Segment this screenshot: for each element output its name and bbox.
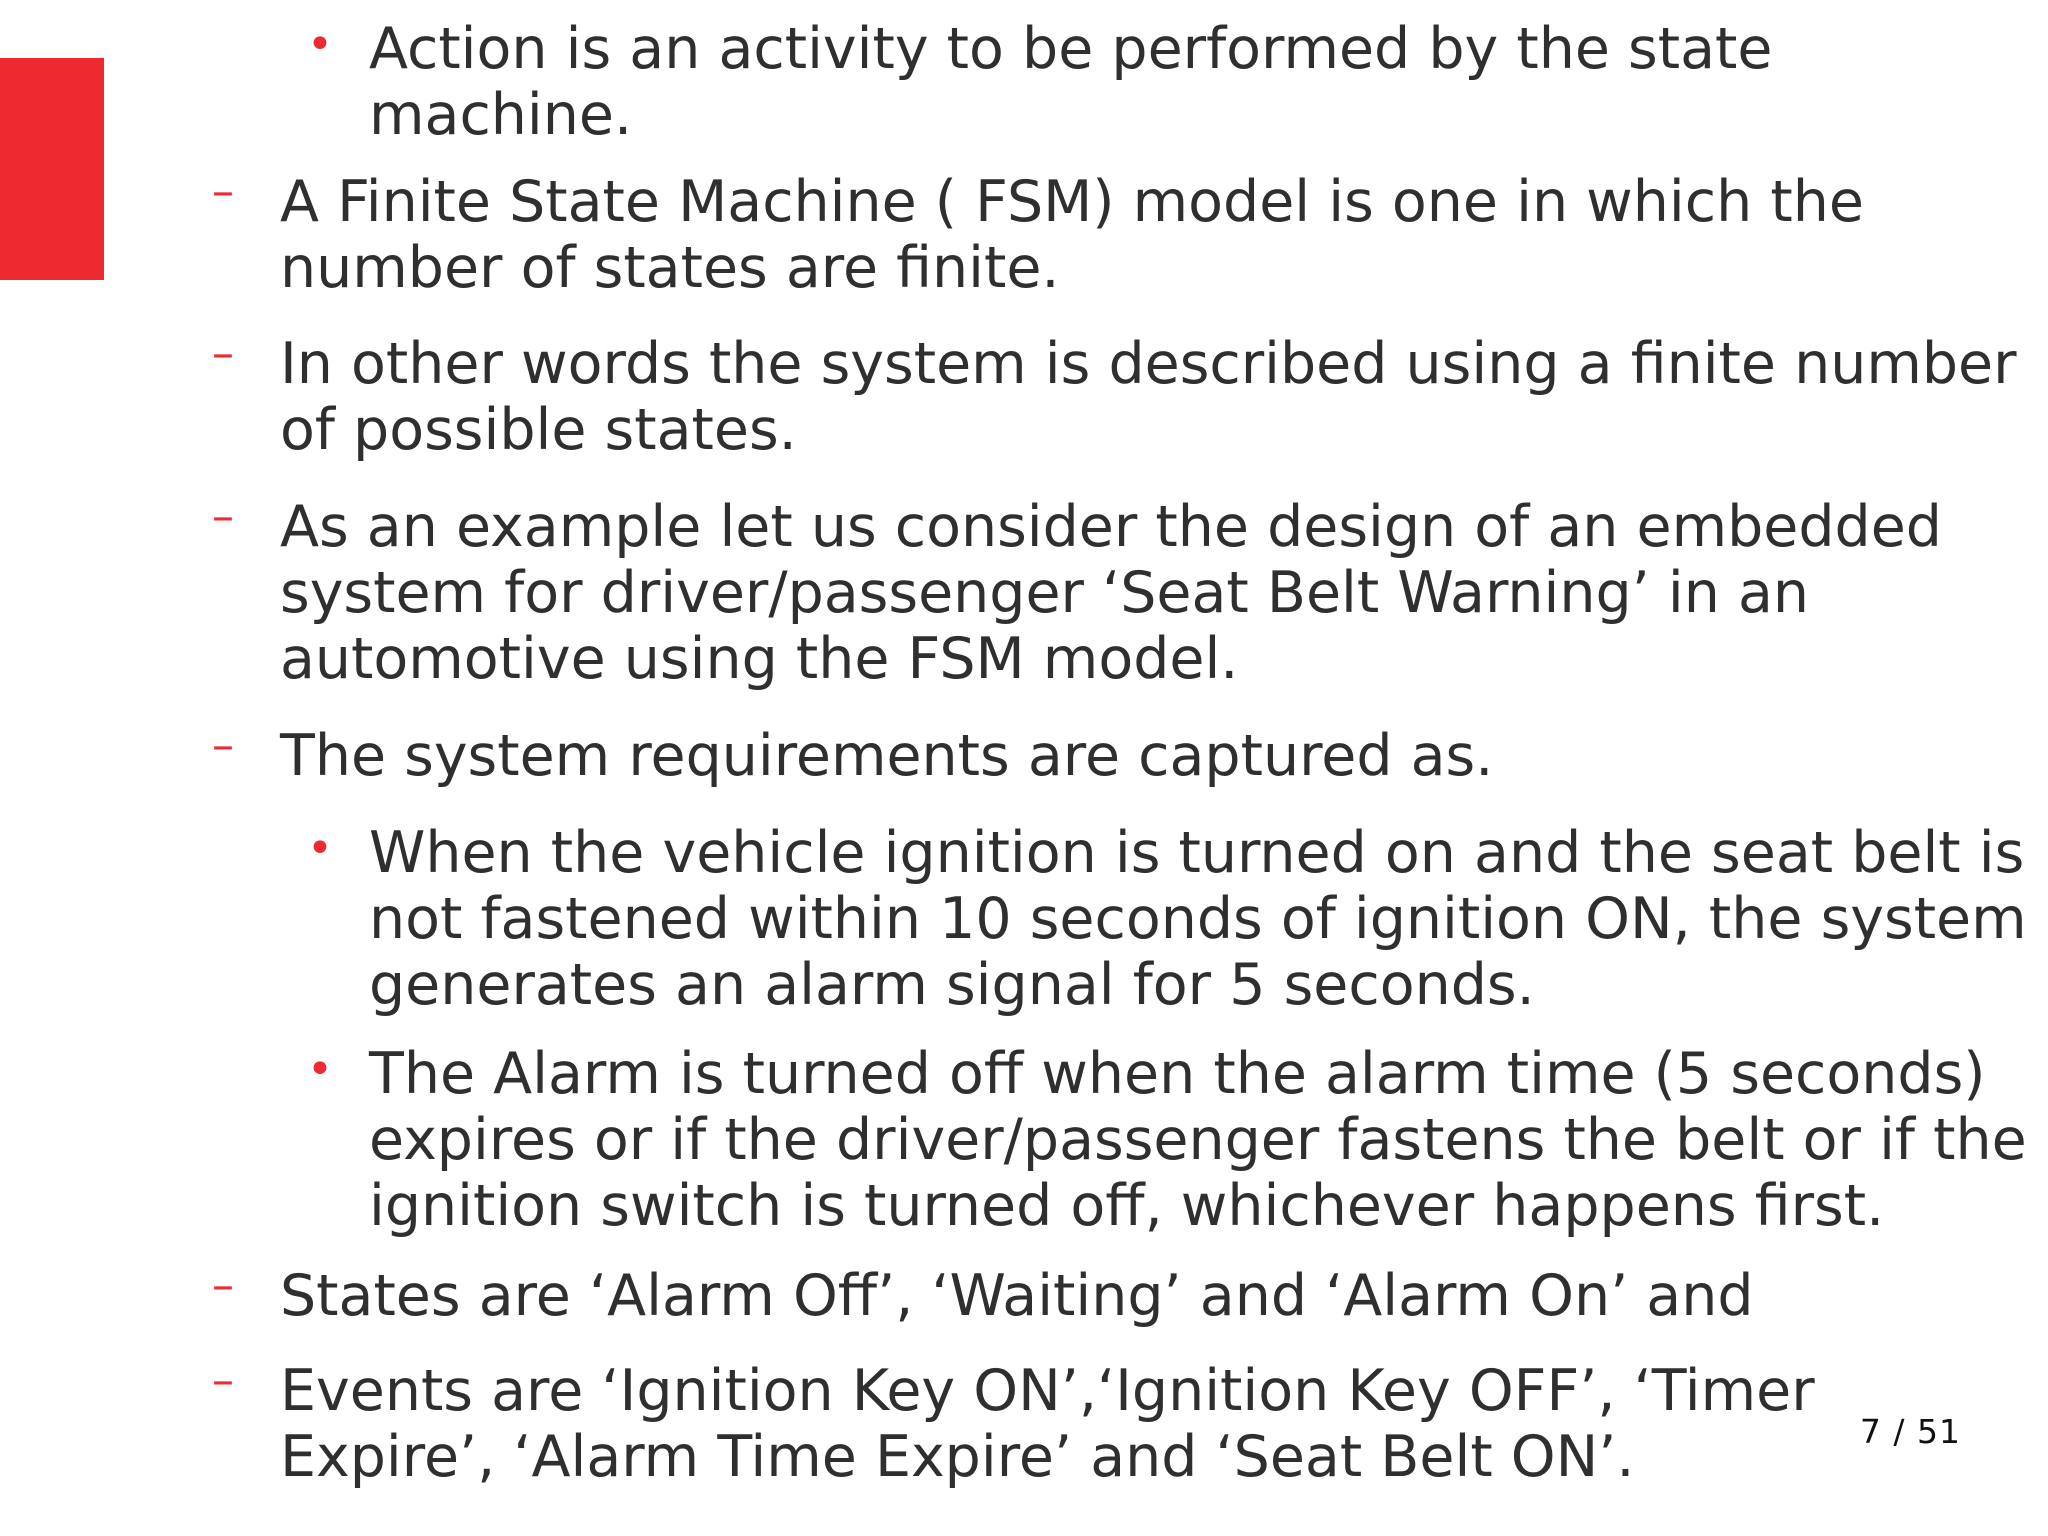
bullet-line: When the vehicle ignition is turned on and the seat belt is: [369, 820, 2025, 886]
bullet-alarm-off-requirement: [307, 1041, 2027, 1239]
bullet-dash-marker: –: [212, 1355, 234, 1406]
bullet-line: automotive using the FSM model.: [280, 626, 1239, 692]
bullet-dash-marker: –: [212, 328, 234, 379]
bullet-ignition-requirement: [307, 820, 2027, 1018]
bullet-dash-marker: –: [212, 1260, 234, 1311]
bullet-line: expires or if the driver/passenger fastens the belt or if the: [369, 1107, 2027, 1173]
bullet-fsm-definition: [212, 166, 1864, 301]
bullet-states: [212, 1260, 1754, 1329]
bullet-seat-belt-example: [212, 491, 1942, 692]
bullet-dash-marker: –: [212, 166, 234, 217]
bullet-line: of possible states.: [280, 397, 797, 463]
bullet-line: Events are ‘Ignition Key ON’,‘Ignition Key OFF’, ‘Timer: [280, 1358, 1815, 1424]
bullet-dash-marker: –: [212, 491, 234, 542]
bullet-action-definition: [307, 16, 1773, 148]
bullet-line: system for driver/passenger ‘Seat Belt Warning’ in an: [280, 560, 1810, 626]
bullet-line: generates an alarm signal for 5 seconds.: [369, 952, 1535, 1018]
bullet-line: In other words the system is described using a finite number: [280, 331, 2017, 397]
bullet-line: number of states are finite.: [280, 235, 1060, 301]
bullet-dot-marker: •: [307, 1044, 333, 1095]
bullet-requirements: [212, 720, 1494, 789]
bullet-line: Expire’, ‘Alarm Time Expire’ and ‘Seat Belt ON’.: [280, 1424, 1635, 1490]
bullet-line: The system requirements are captured as.: [280, 723, 1494, 789]
page-number: 7 / 51: [1859, 1412, 1961, 1451]
bullet-line: ignition switch is turned off, whichever happens first.: [369, 1173, 1885, 1239]
bullet-line: States are ‘Alarm Off’, ‘Waiting’ and ‘Alarm On’ and: [280, 1263, 1754, 1329]
bullet-line: not fastened within 10 seconds of ignition ON, the system: [369, 886, 2027, 952]
bullet-events: [212, 1355, 1815, 1490]
bullet-dash-marker: –: [212, 720, 234, 771]
bullet-line: A Finite State Machine ( FSM) model is one in which the: [280, 169, 1864, 235]
bullet-line: Action is an activity to be performed by the state: [369, 16, 1773, 82]
bullet-finite-states: [212, 328, 2017, 463]
bullet-line: The Alarm is turned off when the alarm time (5 seconds): [369, 1041, 1986, 1107]
bullet-dot-marker: •: [307, 19, 333, 70]
bullet-line: machine.: [369, 82, 633, 148]
bullet-dot-marker: •: [307, 823, 333, 874]
bullet-line: As an example let us consider the design of an embedded: [280, 494, 1942, 560]
